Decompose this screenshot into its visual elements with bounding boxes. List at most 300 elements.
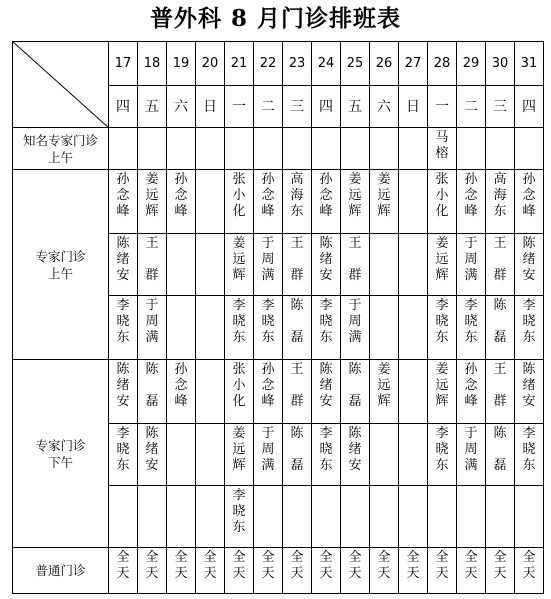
row-label-line: 专家门诊	[35, 248, 86, 264]
schedule-cell	[370, 234, 399, 296]
cell-char	[283, 442, 311, 458]
day-cell: 17	[109, 42, 138, 86]
cell-char: 孙	[261, 362, 275, 377]
schedule-cell	[196, 360, 225, 424]
cell-char: 陈	[348, 426, 362, 441]
schedule-cell	[254, 296, 283, 360]
schedule-cell	[138, 170, 167, 234]
page-title: 普外科 8 月门诊排班表	[149, 5, 402, 32]
schedule-cell	[312, 486, 341, 548]
schedule-cell	[428, 548, 457, 594]
cell-char: 峰	[522, 204, 536, 219]
cell-char: 周	[261, 442, 275, 457]
schedule-cell	[399, 486, 428, 548]
cell-char: 东	[261, 330, 275, 345]
schedule-cell	[515, 128, 544, 170]
schedule-cell	[196, 424, 225, 486]
cell-char: 念	[261, 188, 275, 203]
cell-char: 晓	[522, 442, 536, 457]
cell-char: 辉	[348, 204, 362, 219]
cell-char: 安	[145, 458, 159, 473]
weekday-cell: 四	[109, 86, 138, 128]
cell-char: 天	[232, 566, 246, 581]
cell-char: 东	[319, 458, 333, 473]
schedule-cell	[399, 296, 428, 360]
cell-char: 海	[493, 188, 507, 203]
cell-char: 峰	[116, 204, 130, 219]
schedule-cell	[254, 424, 283, 486]
row-expert-pm	[13, 360, 544, 424]
cell-char: 陈	[116, 236, 130, 251]
cell-char: 陈	[319, 236, 333, 251]
cell-char: 李	[232, 298, 246, 313]
cell-char: 东	[522, 330, 536, 345]
weekday-cell: 四	[515, 86, 544, 128]
cell-char: 陈	[493, 426, 507, 441]
cell-char: 安	[522, 394, 536, 409]
cell-char: 天	[116, 566, 130, 581]
row-general	[13, 548, 544, 594]
cell-char: 峰	[319, 204, 333, 219]
cell-char: 东	[493, 204, 507, 219]
cell-char: 峰	[464, 394, 478, 409]
cell-char: 陈	[145, 426, 159, 441]
schedule-cell	[428, 128, 457, 170]
cell-char: 念	[116, 188, 130, 203]
schedule-cell	[428, 296, 457, 360]
cell-char: 辉	[377, 394, 391, 409]
cell-char: 榕	[435, 146, 449, 161]
schedule-cell	[341, 234, 370, 296]
cell-char: 东	[464, 330, 478, 345]
schedule-cell	[515, 424, 544, 486]
cell-char: 远	[145, 188, 159, 203]
row-label-expert-am	[13, 170, 109, 360]
schedule-cell	[486, 548, 515, 594]
cell-char: 王	[290, 362, 304, 377]
cell-char: 群	[290, 394, 304, 409]
schedule-cell	[254, 548, 283, 594]
cell-char: 天	[522, 566, 536, 581]
cell-char: 孙	[464, 362, 478, 377]
cell-char: 念	[522, 188, 536, 203]
schedule-cell	[167, 296, 196, 360]
weekday-cell: 六	[370, 86, 399, 128]
day-cell: 22	[254, 42, 283, 86]
cell-char: 念	[174, 188, 188, 203]
cell-char: 李	[319, 298, 333, 313]
cell-char: 安	[319, 268, 333, 283]
schedule-cell	[283, 170, 312, 234]
schedule-cell	[109, 128, 138, 170]
cell-char: 绪	[522, 252, 536, 267]
schedule-cell	[312, 360, 341, 424]
cell-char: 安	[116, 394, 130, 409]
day-cell: 21	[225, 42, 254, 86]
cell-char: 晓	[435, 314, 449, 329]
schedule-cell	[225, 296, 254, 360]
cell-char: 于	[261, 236, 275, 251]
schedule-cell	[109, 548, 138, 594]
cell-char: 于	[145, 298, 159, 313]
cell-char: 远	[377, 188, 391, 203]
row-label-line: 知名专家门诊	[22, 132, 98, 148]
cell-char: 绪	[116, 252, 130, 267]
cell-char: 念	[261, 378, 275, 393]
schedule-cell	[167, 424, 196, 486]
cell-char: 全	[174, 550, 188, 565]
schedule-cell	[399, 128, 428, 170]
row-label-line: 下午	[47, 454, 73, 470]
cell-char: 王	[493, 236, 507, 251]
row-expert-am	[13, 170, 544, 234]
cell-char: 峰	[261, 204, 275, 219]
cell-char: 远	[435, 378, 449, 393]
schedule-cell	[457, 128, 486, 170]
schedule-cell	[254, 360, 283, 424]
cell-char: 天	[493, 566, 507, 581]
schedule-cell	[457, 296, 486, 360]
row-label-expert-pm	[13, 360, 109, 548]
schedule-cell	[399, 234, 428, 296]
schedule-cell	[138, 234, 167, 296]
cell-char: 晓	[116, 314, 130, 329]
cell-char	[486, 252, 514, 268]
schedule-cell	[138, 128, 167, 170]
cell-char: 东	[435, 330, 449, 345]
schedule-cell	[196, 234, 225, 296]
schedule-cell	[167, 170, 196, 234]
cell-char: 全	[290, 550, 304, 565]
day-cell: 29	[457, 42, 486, 86]
cell-char: 李	[435, 426, 449, 441]
schedule-cell	[370, 486, 399, 548]
schedule-cell	[370, 424, 399, 486]
schedule-cell	[138, 548, 167, 594]
cell-char: 李	[232, 488, 246, 503]
cell-char: 远	[232, 252, 246, 267]
schedule-cell	[515, 170, 544, 234]
schedule-cell	[138, 360, 167, 424]
cell-char: 峰	[464, 204, 478, 219]
cell-char: 天	[174, 566, 188, 581]
schedule-cell	[399, 170, 428, 234]
row-label-general	[13, 548, 109, 594]
cell-char: 远	[435, 252, 449, 267]
row-famous-am	[13, 128, 544, 170]
cell-char: 张	[232, 172, 246, 187]
cell-char: 东	[522, 458, 536, 473]
cell-char: 东	[232, 330, 246, 345]
cell-char: 孙	[174, 362, 188, 377]
cell-char: 辉	[435, 394, 449, 409]
cell-char: 天	[261, 566, 275, 581]
schedule-cell	[196, 548, 225, 594]
cell-char: 晓	[464, 314, 478, 329]
cell-char: 晓	[261, 314, 275, 329]
cell-char: 天	[464, 566, 478, 581]
schedule-table	[12, 41, 544, 594]
schedule-cell	[138, 424, 167, 486]
schedule-cell	[341, 170, 370, 234]
cell-char: 天	[290, 566, 304, 581]
cell-char: 全	[116, 550, 130, 565]
cell-char: 全	[261, 550, 275, 565]
schedule-cell	[167, 128, 196, 170]
cell-char: 全	[319, 550, 333, 565]
cell-char: 李	[522, 426, 536, 441]
cell-char: 于	[261, 426, 275, 441]
day-cell: 26	[370, 42, 399, 86]
cell-char: 化	[232, 394, 246, 409]
schedule-cell	[515, 486, 544, 548]
cell-char: 天	[319, 566, 333, 581]
cell-char: 念	[464, 188, 478, 203]
schedule-cell	[399, 424, 428, 486]
schedule-cell	[283, 486, 312, 548]
cell-char: 磊	[493, 458, 507, 473]
cell-char: 周	[348, 314, 362, 329]
cell-char: 全	[522, 550, 536, 565]
weekday-cell: 四	[312, 86, 341, 128]
cell-char: 天	[435, 566, 449, 581]
schedule-cell	[254, 234, 283, 296]
cell-char: 孙	[464, 172, 478, 187]
schedule-cell	[515, 548, 544, 594]
cell-char: 安	[522, 268, 536, 283]
schedule-cell	[486, 486, 515, 548]
cell-char: 群	[145, 268, 159, 283]
day-cell: 30	[486, 42, 515, 86]
cell-char: 晓	[319, 442, 333, 457]
schedule-cell	[225, 360, 254, 424]
cell-char: 周	[464, 442, 478, 457]
cell-char: 全	[464, 550, 478, 565]
cell-char: 小	[232, 378, 246, 393]
row-label-line: 上午	[47, 265, 73, 281]
cell-char: 磊	[348, 394, 362, 409]
cell-char: 姜	[232, 426, 246, 441]
cell-char: 陈	[116, 362, 130, 377]
cell-char	[283, 378, 311, 394]
cell-char: 海	[290, 188, 304, 203]
cell-char: 李	[261, 298, 275, 313]
cell-char: 东	[116, 458, 130, 473]
cell-char: 辉	[232, 458, 246, 473]
cell-char: 辉	[145, 204, 159, 219]
schedule-cell	[138, 486, 167, 548]
cell-char: 晓	[435, 442, 449, 457]
cell-char: 东	[319, 330, 333, 345]
schedule-cell	[312, 234, 341, 296]
cell-char: 王	[290, 236, 304, 251]
cell-char: 满	[464, 458, 478, 473]
weekday-cell: 二	[254, 86, 283, 128]
row-label-famous-am	[13, 128, 109, 170]
schedule-cell	[283, 424, 312, 486]
cell-char: 东	[116, 330, 130, 345]
cell-char: 天	[348, 566, 362, 581]
cell-char: 马	[435, 130, 449, 145]
cell-char: 化	[435, 204, 449, 219]
schedule-cell	[109, 296, 138, 360]
schedule-cell	[370, 548, 399, 594]
cell-char: 群	[348, 268, 362, 283]
cell-char: 陈	[522, 236, 536, 251]
schedule-cell	[486, 296, 515, 360]
schedule-cell	[225, 128, 254, 170]
cell-char: 晓	[116, 442, 130, 457]
schedule-cell	[167, 548, 196, 594]
cell-char: 全	[377, 550, 391, 565]
cell-char: 辉	[232, 268, 246, 283]
schedule-cell	[341, 548, 370, 594]
cell-char: 绪	[116, 378, 130, 393]
schedule-cell	[341, 424, 370, 486]
schedule-cell	[457, 424, 486, 486]
cell-char: 孙	[319, 172, 333, 187]
cell-char: 陈	[290, 426, 304, 441]
schedule-cell	[283, 128, 312, 170]
cell-char: 远	[232, 442, 246, 457]
cell-char: 姜	[232, 236, 246, 251]
schedule-cell	[225, 486, 254, 548]
cell-char: 陈	[493, 298, 507, 313]
cell-char: 天	[406, 566, 420, 581]
cell-char: 远	[377, 378, 391, 393]
cell-char: 全	[232, 550, 246, 565]
cell-char: 念	[464, 378, 478, 393]
cell-char: 东	[435, 458, 449, 473]
schedule-cell	[109, 486, 138, 548]
cell-char: 群	[493, 268, 507, 283]
cell-char: 峰	[174, 204, 188, 219]
day-cell: 19	[167, 42, 196, 86]
schedule-cell	[312, 128, 341, 170]
cell-char: 绪	[319, 252, 333, 267]
cell-char	[341, 378, 369, 394]
cell-char: 绪	[319, 378, 333, 393]
schedule-cell	[428, 360, 457, 424]
cell-char: 王	[145, 236, 159, 251]
header-row-days	[13, 42, 544, 86]
cell-char: 东	[290, 204, 304, 219]
cell-char: 满	[464, 268, 478, 283]
cell-char: 陈	[319, 362, 333, 377]
cell-char: 念	[319, 188, 333, 203]
cell-char: 天	[203, 566, 217, 581]
schedule-cell	[370, 128, 399, 170]
cell-char: 群	[493, 394, 507, 409]
cell-char	[486, 378, 514, 394]
schedule-cell	[254, 128, 283, 170]
cell-char: 满	[261, 268, 275, 283]
cell-char: 全	[435, 550, 449, 565]
schedule-cell	[370, 296, 399, 360]
cell-char: 孙	[116, 172, 130, 187]
row-label-line: 上午	[47, 149, 73, 165]
weekday-cell: 五	[138, 86, 167, 128]
schedule-cell	[457, 234, 486, 296]
schedule-cell	[312, 424, 341, 486]
cell-char	[138, 378, 166, 394]
cell-char: 于	[464, 236, 478, 251]
day-cell: 28	[428, 42, 457, 86]
cell-char: 孙	[522, 172, 536, 187]
schedule-cell	[341, 296, 370, 360]
cell-char: 满	[261, 458, 275, 473]
cell-char: 周	[145, 314, 159, 329]
cell-char: 于	[348, 298, 362, 313]
cell-char: 绪	[348, 442, 362, 457]
cell-char: 磊	[145, 394, 159, 409]
schedule-cell	[109, 170, 138, 234]
cell-char	[283, 252, 311, 268]
cell-char: 小	[232, 188, 246, 203]
schedule-cell	[167, 234, 196, 296]
schedule-cell	[225, 170, 254, 234]
cell-char: 晓	[232, 314, 246, 329]
schedule-cell	[428, 486, 457, 548]
cell-char: 磊	[493, 330, 507, 345]
cell-char: 晓	[522, 314, 536, 329]
schedule-cell	[428, 170, 457, 234]
cell-char: 孙	[261, 172, 275, 187]
cell-char: 天	[145, 566, 159, 581]
weekday-cell: 五	[341, 86, 370, 128]
cell-char: 晓	[232, 504, 246, 519]
schedule-cell	[486, 128, 515, 170]
schedule-cell	[341, 128, 370, 170]
schedule-cell	[283, 296, 312, 360]
schedule-cell	[138, 296, 167, 360]
cell-char: 李	[116, 426, 130, 441]
schedule-cell	[457, 170, 486, 234]
schedule-cell	[109, 234, 138, 296]
schedule-cell	[283, 234, 312, 296]
schedule-cell	[254, 170, 283, 234]
schedule-cell	[515, 296, 544, 360]
schedule-cell	[109, 424, 138, 486]
cell-char: 全	[493, 550, 507, 565]
weekday-cell: 一	[428, 86, 457, 128]
diagonal-line	[13, 42, 109, 128]
schedule-cell	[225, 548, 254, 594]
cell-char: 李	[116, 298, 130, 313]
weekday-cell: 六	[167, 86, 196, 128]
schedule-cell	[167, 486, 196, 548]
schedule-cell	[486, 170, 515, 234]
day-cell: 20	[196, 42, 225, 86]
schedule-cell	[196, 296, 225, 360]
day-cell: 31	[515, 42, 544, 86]
schedule-cell	[196, 170, 225, 234]
cell-char: 安	[319, 394, 333, 409]
cell-char	[486, 314, 514, 330]
cell-char: 陈	[348, 362, 362, 377]
cell-char: 全	[203, 550, 217, 565]
cell-char: 孙	[174, 172, 188, 187]
schedule-cell	[399, 360, 428, 424]
schedule-cell	[486, 234, 515, 296]
cell-char	[486, 442, 514, 458]
cell-char: 峰	[261, 394, 275, 409]
cell-char: 周	[464, 252, 478, 267]
cell-char: 李	[435, 298, 449, 313]
cell-char: 晓	[319, 314, 333, 329]
weekday-cell: 三	[486, 86, 515, 128]
row-label-line: 专家门诊	[35, 437, 86, 453]
